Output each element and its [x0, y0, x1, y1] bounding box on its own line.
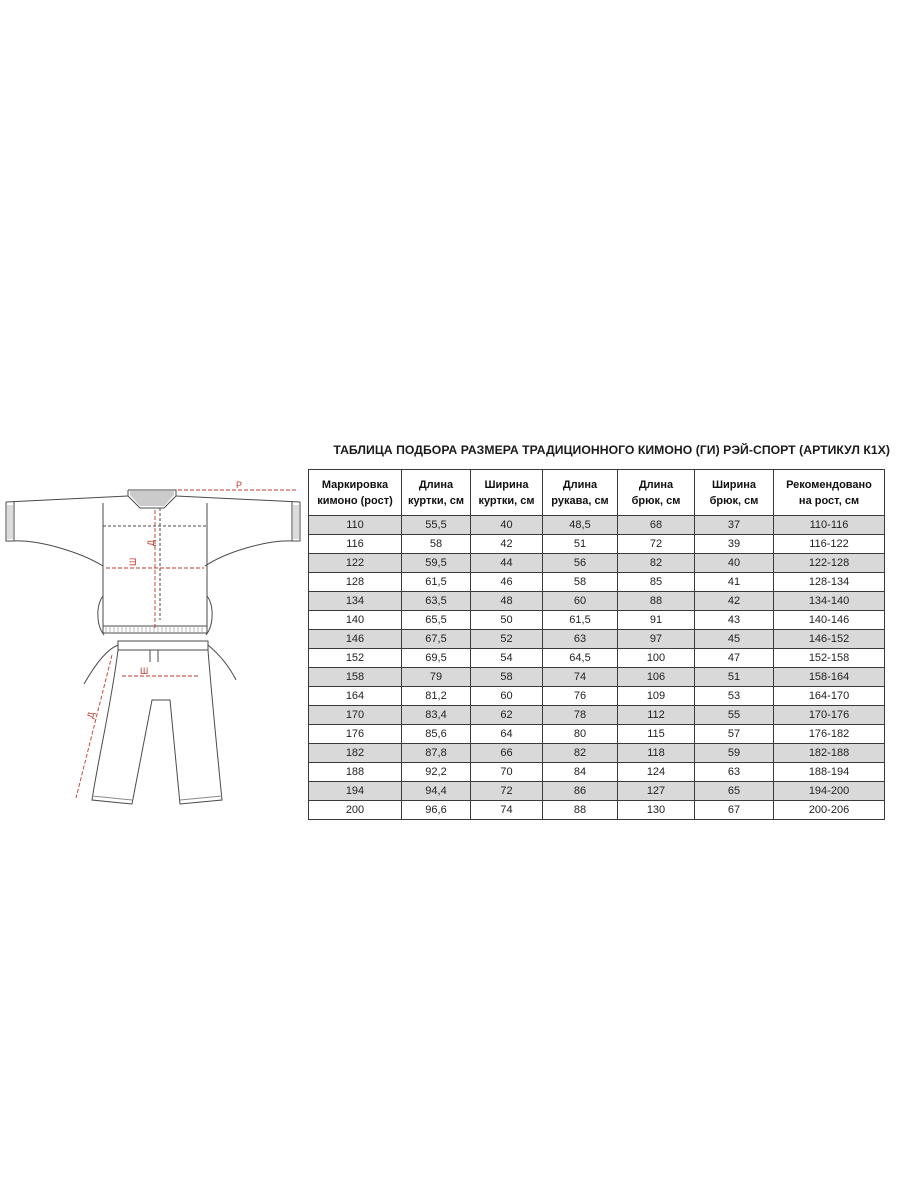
- table-row: [309, 706, 885, 725]
- table-cell: 96,6: [402, 801, 471, 820]
- table-cell: 86: [543, 782, 618, 801]
- table-cell: 39: [695, 535, 774, 554]
- table-cell: 54: [471, 649, 543, 668]
- pants-outline: [84, 641, 236, 804]
- table-cell: 59,5: [402, 554, 471, 573]
- table-cell: 81,2: [402, 687, 471, 706]
- table-cell: 58: [543, 573, 618, 592]
- table-cell: 110-116: [774, 516, 885, 535]
- table-row: [309, 592, 885, 611]
- table-cell: 66: [471, 744, 543, 763]
- table-cell: 112: [618, 706, 695, 725]
- table-cell: 40: [471, 516, 543, 535]
- table-cell: 44: [471, 554, 543, 573]
- table-cell: 87,8: [402, 744, 471, 763]
- table-cell: 130: [618, 801, 695, 820]
- table-cell: 170-176: [774, 706, 885, 725]
- table-cell: 43: [695, 611, 774, 630]
- column-header: [695, 470, 774, 516]
- table-cell: 200: [309, 801, 402, 820]
- column-header-line: Ширина: [484, 478, 529, 491]
- column-header-line: Рекомендовано: [786, 478, 872, 491]
- column-header: [543, 470, 618, 516]
- table-row: [309, 725, 885, 744]
- column-header-line: Длина: [418, 478, 454, 491]
- table-cell: 61,5: [402, 573, 471, 592]
- table-cell: 47: [695, 649, 774, 668]
- table-row: [309, 801, 885, 820]
- table-cell: 106: [618, 668, 695, 687]
- table-row: [309, 630, 885, 649]
- table-cell: 48,5: [543, 516, 618, 535]
- table-cell: 59: [695, 744, 774, 763]
- table-cell: 61,5: [543, 611, 618, 630]
- table-cell: 128-134: [774, 573, 885, 592]
- column-header: [402, 470, 471, 516]
- table-cell: 53: [695, 687, 774, 706]
- table-cell: 74: [543, 668, 618, 687]
- table-cell: 200-206: [774, 801, 885, 820]
- table-cell: 79: [402, 668, 471, 687]
- table-cell: 80: [543, 725, 618, 744]
- table-cell: 128: [309, 573, 402, 592]
- pants-measurement-labels: [85, 666, 148, 719]
- table-row: [309, 554, 885, 573]
- table-cell: 116-122: [774, 535, 885, 554]
- table-cell: 67: [695, 801, 774, 820]
- table-cell: 65,5: [402, 611, 471, 630]
- table-cell: 164: [309, 687, 402, 706]
- table-cell: 109: [618, 687, 695, 706]
- column-header: [471, 470, 543, 516]
- table-cell: 146: [309, 630, 402, 649]
- table-cell: 63: [543, 630, 618, 649]
- table-cell: 69,5: [402, 649, 471, 668]
- table-row: [309, 573, 885, 592]
- table-cell: 152-158: [774, 649, 885, 668]
- table-cell: 58: [402, 535, 471, 554]
- table-cell: 188-194: [774, 763, 885, 782]
- table-cell: 60: [543, 592, 618, 611]
- sleeve-length-label: Р: [236, 480, 243, 490]
- table-cell: 70: [471, 763, 543, 782]
- table-cell: 182: [309, 744, 402, 763]
- table-cell: 88: [618, 592, 695, 611]
- column-header-line: Ширина: [711, 478, 757, 491]
- table-cell: 134: [309, 592, 402, 611]
- table-row: [309, 668, 885, 687]
- table-cell: 92,2: [402, 763, 471, 782]
- pants-width-label: Ш: [140, 666, 149, 676]
- table-cell: 67,5: [402, 630, 471, 649]
- table-cell: 88: [543, 801, 618, 820]
- table-cell: 122-128: [774, 554, 885, 573]
- table-cell: 164-170: [774, 687, 885, 706]
- table-cell: 85: [618, 573, 695, 592]
- table-cell: 82: [618, 554, 695, 573]
- table-cell: 83,4: [402, 706, 471, 725]
- table-cell: 51: [543, 535, 618, 554]
- table-row: [309, 611, 885, 630]
- table-cell: 127: [618, 782, 695, 801]
- size-table-body: [309, 516, 885, 820]
- table-cell: 64: [471, 725, 543, 744]
- table-cell: 194-200: [774, 782, 885, 801]
- table-cell: 91: [618, 611, 695, 630]
- column-header-line: кимоно (рост): [317, 494, 393, 507]
- table-cell: 68: [618, 516, 695, 535]
- table-cell: 50: [471, 611, 543, 630]
- column-header-line: куртки, см: [478, 494, 535, 507]
- table-cell: 41: [695, 573, 774, 592]
- table-cell: 94,4: [402, 782, 471, 801]
- table-row: [309, 516, 885, 535]
- table-cell: 42: [471, 535, 543, 554]
- table-cell: 40: [695, 554, 774, 573]
- table-row: [309, 744, 885, 763]
- column-header: [618, 470, 695, 516]
- table-cell: 176: [309, 725, 402, 744]
- table-cell: 46: [471, 573, 543, 592]
- table-cell: 45: [695, 630, 774, 649]
- table-cell: 140: [309, 611, 402, 630]
- table-cell: 170: [309, 706, 402, 725]
- table-cell: 100: [618, 649, 695, 668]
- table-cell: 158-164: [774, 668, 885, 687]
- jacket-outline: [6, 490, 300, 635]
- column-header-line: брюк, см: [709, 494, 759, 507]
- table-cell: 176-182: [774, 725, 885, 744]
- table-cell: 194: [309, 782, 402, 801]
- table-cell: 85,6: [402, 725, 471, 744]
- table-cell: 82: [543, 744, 618, 763]
- table-cell: 55,5: [402, 516, 471, 535]
- table-cell: 64,5: [543, 649, 618, 668]
- jacket-width-label: Ш: [128, 557, 138, 566]
- table-cell: 124: [618, 763, 695, 782]
- table-cell: 84: [543, 763, 618, 782]
- table-cell: 51: [695, 668, 774, 687]
- column-header: [774, 470, 885, 516]
- table-row: [309, 763, 885, 782]
- pants-length-label: Д: [85, 710, 97, 720]
- table-cell: 76: [543, 687, 618, 706]
- table-cell: 140-146: [774, 611, 885, 630]
- column-header-line: Длина: [638, 478, 674, 491]
- table-cell: 37: [695, 516, 774, 535]
- table-cell: 122: [309, 554, 402, 573]
- kimono-diagram: [0, 470, 310, 810]
- jacket-length-label: Д: [146, 539, 156, 546]
- jacket-hem-pattern: [8, 505, 298, 632]
- table-row: [309, 687, 885, 706]
- table-cell: 42: [695, 592, 774, 611]
- table-cell: 65: [695, 782, 774, 801]
- table-cell: 118: [618, 744, 695, 763]
- table-cell: 72: [471, 782, 543, 801]
- table-cell: 97: [618, 630, 695, 649]
- table-cell: 63: [695, 763, 774, 782]
- table-cell: 55: [695, 706, 774, 725]
- table-cell: 115: [618, 725, 695, 744]
- column-header-line: Длина: [562, 478, 598, 491]
- table-cell: 158: [309, 668, 402, 687]
- table-cell: 58: [471, 668, 543, 687]
- table-cell: 134-140: [774, 592, 885, 611]
- table-cell: 182-188: [774, 744, 885, 763]
- column-header-line: Маркировка: [321, 478, 389, 491]
- table-cell: 74: [471, 801, 543, 820]
- column-header: [309, 470, 402, 516]
- size-table-header: [309, 470, 885, 516]
- table-cell: 56: [543, 554, 618, 573]
- table-cell: 57: [695, 725, 774, 744]
- collar-pattern: [130, 491, 174, 506]
- table-cell: 52: [471, 630, 543, 649]
- table-row: [309, 535, 885, 554]
- table-cell: 188: [309, 763, 402, 782]
- table-cell: 110: [309, 516, 402, 535]
- column-header-line: куртки, см: [407, 494, 465, 507]
- column-header-line: брюк, см: [631, 494, 681, 507]
- table-cell: 152: [309, 649, 402, 668]
- table-row: [309, 782, 885, 801]
- table-cell: 72: [618, 535, 695, 554]
- column-header-line: рукава, см: [551, 494, 609, 507]
- column-header-line: на рост, см: [798, 494, 860, 507]
- table-cell: 48: [471, 592, 543, 611]
- table-cell: 116: [309, 535, 402, 554]
- table-cell: 146-152: [774, 630, 885, 649]
- table-title: ТАБЛИЦА ПОДБОРА РАЗМЕРА ТРАДИЦИОННОГО КИМОНО (ГИ) РЭЙ-СПОРТ (АРТИКУЛ К1Х): [333, 443, 890, 457]
- table-cell: 78: [543, 706, 618, 725]
- table-row: [309, 649, 885, 668]
- table-cell: 60: [471, 687, 543, 706]
- table-cell: 62: [471, 706, 543, 725]
- size-table: [308, 469, 885, 820]
- table-cell: 63,5: [402, 592, 471, 611]
